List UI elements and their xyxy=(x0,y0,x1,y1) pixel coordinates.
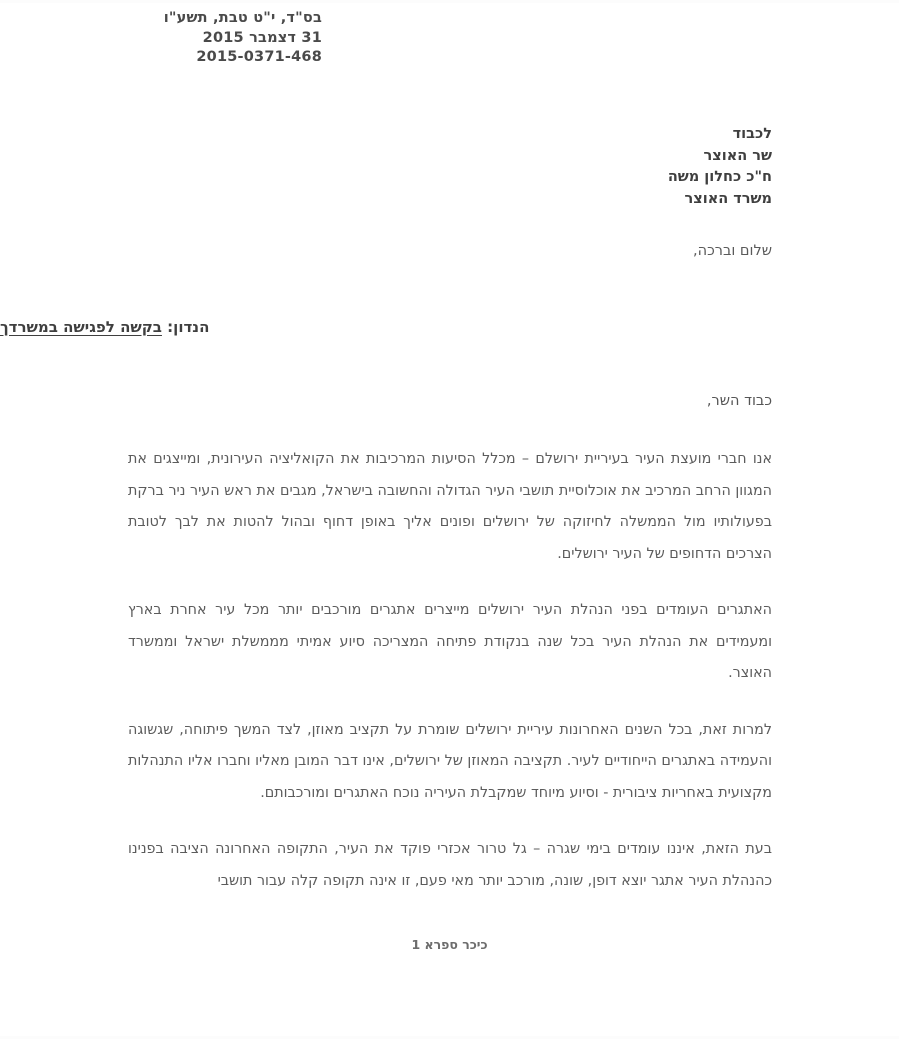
subject-text: בקשה לפגישה במשרדך xyxy=(0,318,162,336)
addressee-block xyxy=(0,124,772,210)
reference-number-line: 2015-0371-468 xyxy=(196,49,322,65)
salutation-line: כבוד השר, xyxy=(706,393,772,409)
subject-label: הנדון: xyxy=(161,318,210,336)
body-paragraph-4: בעת הזאת, איננו עומדים בימי שגרה – גל טרור אכזרי פוקד את העיר, התקופה האחרונה הציבה בפנינו כהנהלת העיר אתגר יוצא דופן, שונה, מורכב יותר מאי פעם, זו אינה תקופה קלה עבור תושבי xyxy=(128,841,772,889)
gregorian-date-line: 31 דצמבר 2015 xyxy=(202,29,322,46)
subject-line xyxy=(0,316,562,338)
hebrew-date-line: בס"ד, י"ט טבת, תשע"ו xyxy=(163,10,322,26)
addressee-line-title: שר האוצר xyxy=(703,147,772,164)
addressee-line-honorific: לכבוד xyxy=(732,126,772,142)
scan-edge-top xyxy=(0,0,899,3)
footer-address: כיכר ספרא 1 xyxy=(411,937,488,952)
letter-body xyxy=(128,444,772,897)
body-paragraph-1: אנו חברי מועצת העיר בעיריית ירושלם – מכלל הסיעות המרכיבות את הקואליציה העירונית, ומייצגים את המגוון הרחב המרכיב את אוכלוסיית תושבי העיר הגדולה והחשובה בישראל, מגבים את ראש העיר ניר ברקת בפעולותיו מול הממשלה לחיזוקה של ירושלים ופונים אליך באופן דחוף ובהול להטות את לבך לטובת הצרכים הדחופים של העיר ירושלים. xyxy=(128,451,772,562)
addressee-line-name: ח"כ כחלון משה xyxy=(667,169,772,185)
greeting-line: שלום וברכה, xyxy=(693,243,772,259)
addressee-line-ministry: משרד האוצר xyxy=(684,190,772,207)
letterhead-block xyxy=(0,9,322,68)
body-paragraph-2: האתגרים העומדים בפני הנהלת העיר ירושלים מייצרים אתגרים מורכבים יותר מכל עיר אחרת בארץ ומעמידים את הנהלת העיר בכל שנה בנקודת פתיחה המצריכה סיוע אמיתי מממשלת ישראל וממשרד האוצר. xyxy=(128,602,772,681)
body-paragraph-3: למרות זאת, בכל השנים האחרונות עיריית ירושלים שומרת על תקציב מאוזן, לצד המשך פיתוחה, שגשוגה והעמידה באתגרים הייחודיים לעיר. תקציבה המאוזן של ירושלים, אינו דבר המובן מאליו וחברו אליו התנהלות מקצועית באחריות ציבורית - וסיוע מיוחד שמקבלת העיריה נוכח האתגרים ומורכבותם. xyxy=(128,721,772,801)
